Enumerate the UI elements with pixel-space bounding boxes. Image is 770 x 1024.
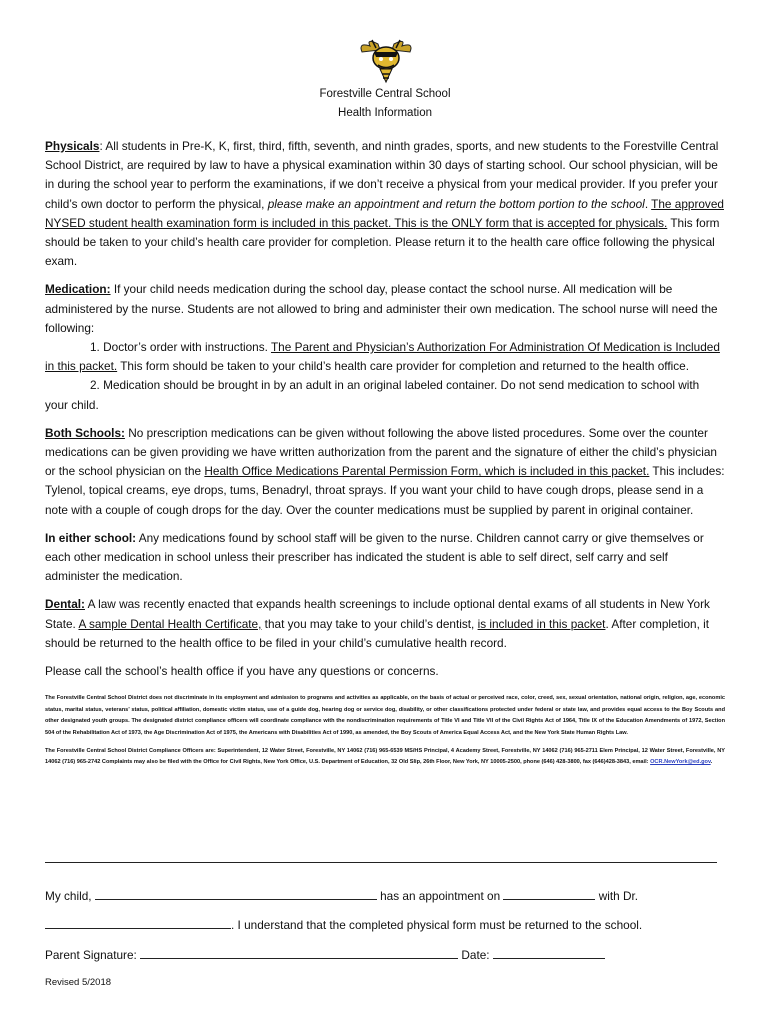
compliance-end: . [710,759,713,766]
compliance-officers-notice [45,746,725,769]
physicals-text-c: This form should be taken to your child’s health care provider for completion. Please return it to the health care office following the physical exam. [45,215,720,269]
nondiscrimination-notice: The Forestville Central School District does not discriminate in its employment and admission to programs and activities as applicable, on the basis of actual or perceived race, color, creed, sex, sexual orientation, national origin, religion, age, economic status, marital status, veterans’ status, political affiliation, domestic victim status, use of a guide dog, hearing dog or service dog, disability, or other classifications protected under federal or state law, and provides equal access to the Boy Scouts and other designated youth groups. The designated district compliance officers will coordinate compliance with the nondiscrimination requirements of Title VI and Title VII of the Civil Rights Act of 1964, Title IX of the Education Amendments of 1972, Section 504 of the Rehabilitation Act of 1973, the Age Discrimination Act of 1975, the Americans with Disabilities Act of 1990, as amended, the Boy Scouts of America Equal Access Act, and the New York State Human Rights Law. [45,695,725,737]
appointment-label: has an appointment on [376,889,504,903]
both-schools-text-b: This includes: Tylenol, topical creams, eye drops, tums, Benadryl, throat sprays. If you want your child to have cough drops, please send in a note with a couple of cough drops for the day. Over the counter medications must be supplied by parent in original container. [45,464,725,517]
medication-item-2: 2. Medication should be brought in by an adult in an original labeled container. Do not send medication to school with your child. [45,378,700,412]
parent-signature-label: Parent Signature: [45,948,141,962]
either-school-text: Any medications found by school staff will be given to the nurse. Children cannot carry or give themselves or each other medication in school unless their prescriber has indicated the student is able to self direct, self carry and self administer the medication. [45,530,704,584]
my-child-label: My child, [45,889,95,903]
revised-date: Revised 5/2018 [45,977,112,988]
dental-heading: Dental: [45,597,85,612]
dental-certificate-note: A sample Dental Health Certificate, [78,616,262,631]
appointment-line [45,887,638,903]
both-schools-section [45,424,725,520]
signature-date-field[interactable] [493,946,605,959]
physicals-text: : All students in Pre-K, K, first, third, fifth, seventh, and ninth grades, sports, and new students to the Forestville Central School District, are required by law to have a physical examination within 30 days of starting school. Our school physician, will be in during the school year to perform the examinations, if we don’t receive a physical from your medical provider. If you prefer your child’s own doctor to perform the physical, [45,139,719,211]
compliance-text: The Forestville Central School District Compliance Officers are: Superintendent, 12 Water Street, Forestville, NY 14062 (716) 965-6539 MS/HS Principal, 4 Academy Street, Forestville, NY 14062 (716) 965-2711 Elem Principal, 12 Water Street, Forestville, NY 14062 (716) 965-2742 Complaints may also be filed with the Office for Civil Rights, New York Office, U.S. Department of Education, 32 Old Slip, 26th Floor, New York, NY 10005-2500, phone (646) 428-3800, fax (646)428-3843, email: [45,747,725,766]
child-name-field[interactable] [95,887,377,900]
dental-text-c: . After completion, it should be returned to the health office to be filed in your child’s cumulative health record. [45,616,710,650]
both-schools-heading: Both Schools: [45,425,125,440]
permission-form-note: Health Office Medications Parental Permission Form, which is included in this packet. [204,464,650,479]
medication-item-1-end: This form should be taken to your child’s health care provider for completion and returned to the health office. [117,359,689,374]
physicals-text-b: . [644,196,652,211]
appointment-date-field[interactable] [503,887,595,900]
parent-signature-field[interactable] [140,946,458,959]
date-label: Date: [458,948,493,962]
physicals-italic-text: please make an appointment and return the bottom portion to the school [267,196,645,211]
document-body [45,137,725,769]
both-schools-text: No prescription medications can be given without following the above listed procedures. Some over the counter medications can be given providing we have written authorization from the parent and the signature of either the child’s physician or the school physician on the [45,425,717,479]
school-name: Forestville Central School [319,88,451,100]
doctor-name-field[interactable] [45,916,231,929]
physicals-heading: Physicals [45,139,100,153]
medication-item-1: 1. Doctor’s order with instructions. [90,340,271,355]
medication-heading: Medication: [45,282,111,297]
nysed-form-note: The approved NYSED student health examination form is included in this packet. This is the ONLY form that is accepted for physicals. [45,196,724,230]
physicals-section [45,137,725,271]
yellow-jacket-mascot-icon [356,34,416,84]
with-dr-label: with Dr. [595,889,639,903]
signature-line [45,946,605,962]
closing-text: Please call the school’s health office if you have any questions or concerns. [45,664,439,679]
page-title: Health Information [338,107,432,119]
ocr-email-link[interactable]: OCR.NewYork@ed.gov [650,759,711,766]
medication-section [45,280,725,414]
authorization-form-note: The Parent and Physician’s Authorization For Administration Of Medication is Included in this packet. [45,340,720,374]
dental-included-note: is included in this packet [477,616,606,631]
either-school-section [45,529,725,587]
cutoff-divider [45,862,717,863]
dental-text: A law was recently enacted that expands health screenings to include optional dental exams of all students in New York State. [45,597,710,631]
doctor-line [45,916,642,932]
dental-text-b: that you may take to your child’s dentist, [261,616,478,631]
medication-intro: If your child needs medication during the school day, please contact the school nurse. All medication will be administered by the nurse. Students are not allowed to bring and administer their own medication. The school nurse will need the following: [45,282,718,335]
understand-statement: . I understand that the completed physical form must be returned to the school. [231,918,643,932]
dental-section [45,595,725,653]
either-school-heading: In either school: [45,530,137,545]
